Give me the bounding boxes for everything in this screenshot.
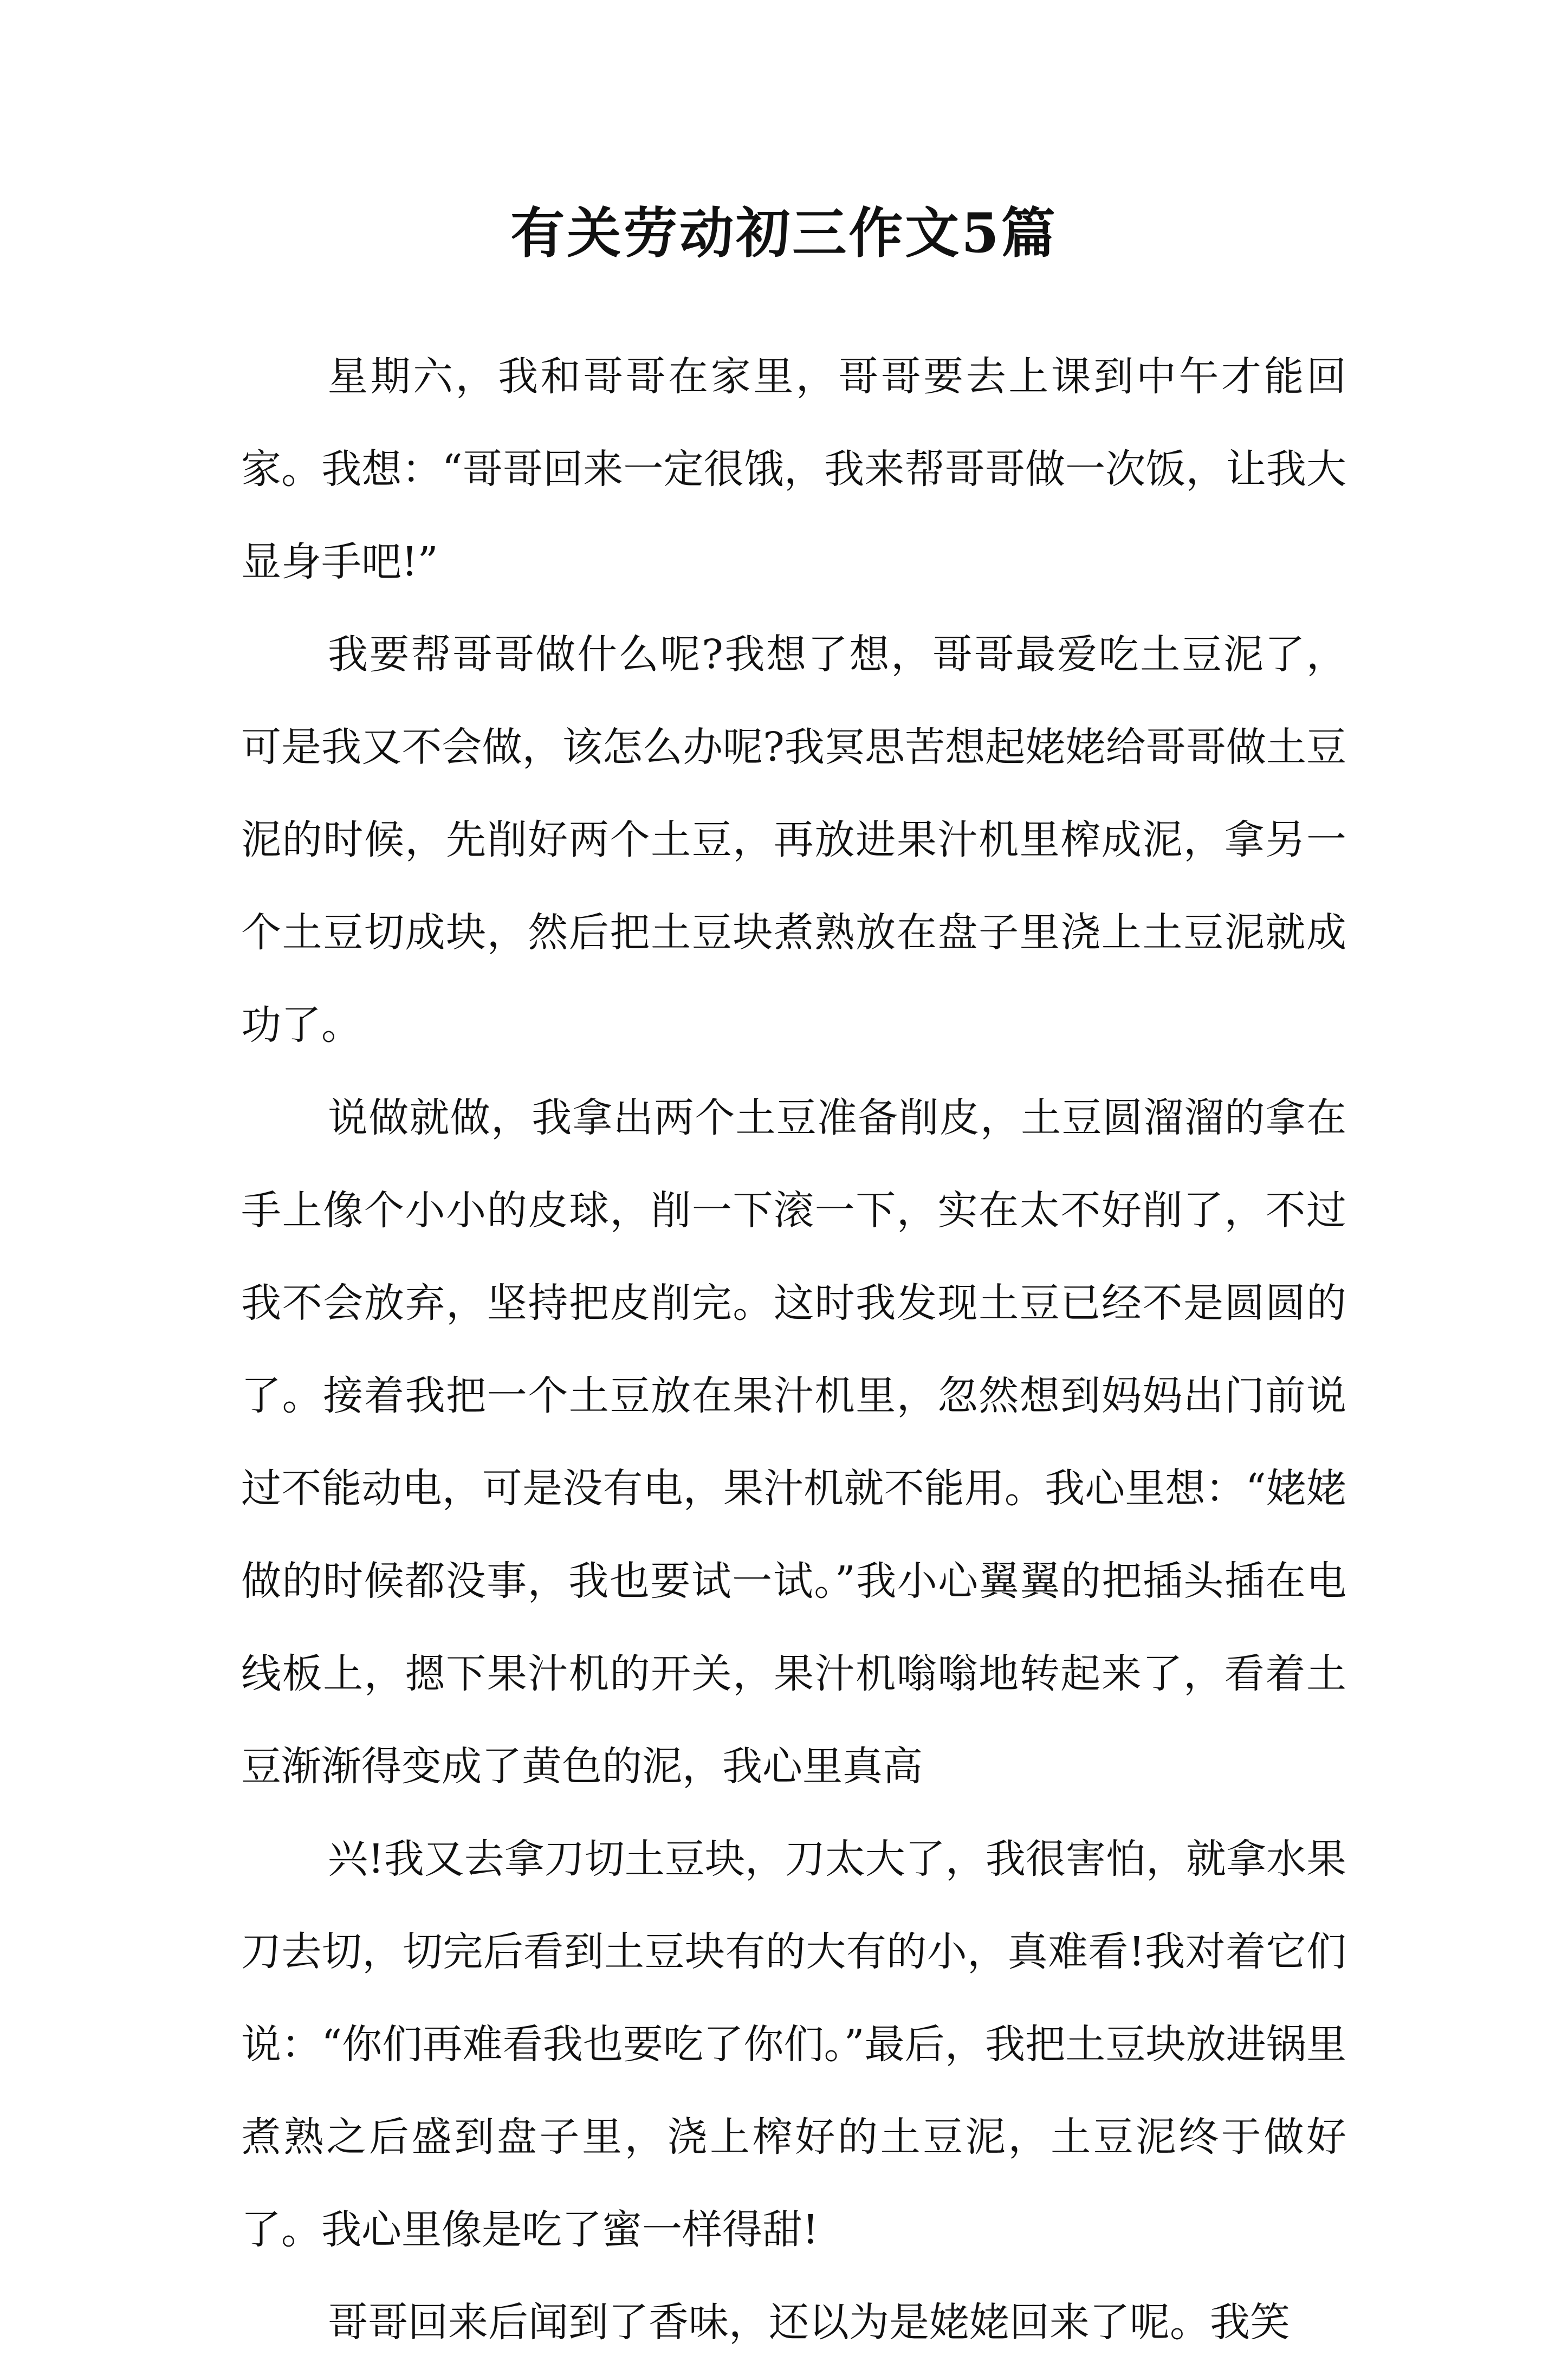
document-body [241, 331, 1346, 2369]
document-title: 有关劳动初三作文5篇 [510, 201, 1058, 265]
paragraph: 说做就做，我拿出两个土豆准备削皮，土豆圆溜溜的拿在手上像个小小的皮球，削一下滚一下，实在太不好削了，不过我不会放弃，坚持把皮削完。这时我发现土豆已经不是圆圆的了。接着我把一个土豆放在果汁机里，忽然想到妈妈出门前说过不能动电，可是没有电，果汁机就不能用。我心里想：“姥姥做的时候都没事，我也要试一试。”我小心翼翼的把插头插在电线板上，摁下果汁机的开关，果汁机嗡嗡地转起来了，看着土豆渐渐得变成了黄色的泥，我心里真高 [241, 1095, 1346, 1790]
paragraph: 星期六，我和哥哥在家里，哥哥要去上课到中午才能回家。我想：“哥哥回来一定很饿，我来帮哥哥做一次饭，让我大显身手吧!” [241, 353, 1346, 585]
paragraph: 我要帮哥哥做什么呢?我想了想，哥哥最爱吃土豆泥了，可是我又不会做，该怎么办呢?我冥思苦想起姥姥给哥哥做土豆泥的时候，先削好两个土豆，再放进果汁机里榨成泥，拿另一个土豆切成块，然后把土豆块煮熟放在盘子里浇上土豆泥就成功了。 [241, 631, 1346, 1048]
paragraph: 哥哥回来后闻到了香味，还以为是姥姥回来了呢。我笑 [328, 2299, 1290, 2346]
paragraph: 兴!我又去拿刀切土豆块，刀太大了，我很害怕，就拿水果刀去切，切完后看到土豆块有的大有的小，真难看!我对着它们说：“你们再难看我也要吃了你们。”最后，我把土豆块放进锅里煮熟之后盛到盘子里，浇上榨好的土豆泥，土豆泥终于做好了。我心里像是吃了蜜一样得甜! [241, 1836, 1346, 2253]
